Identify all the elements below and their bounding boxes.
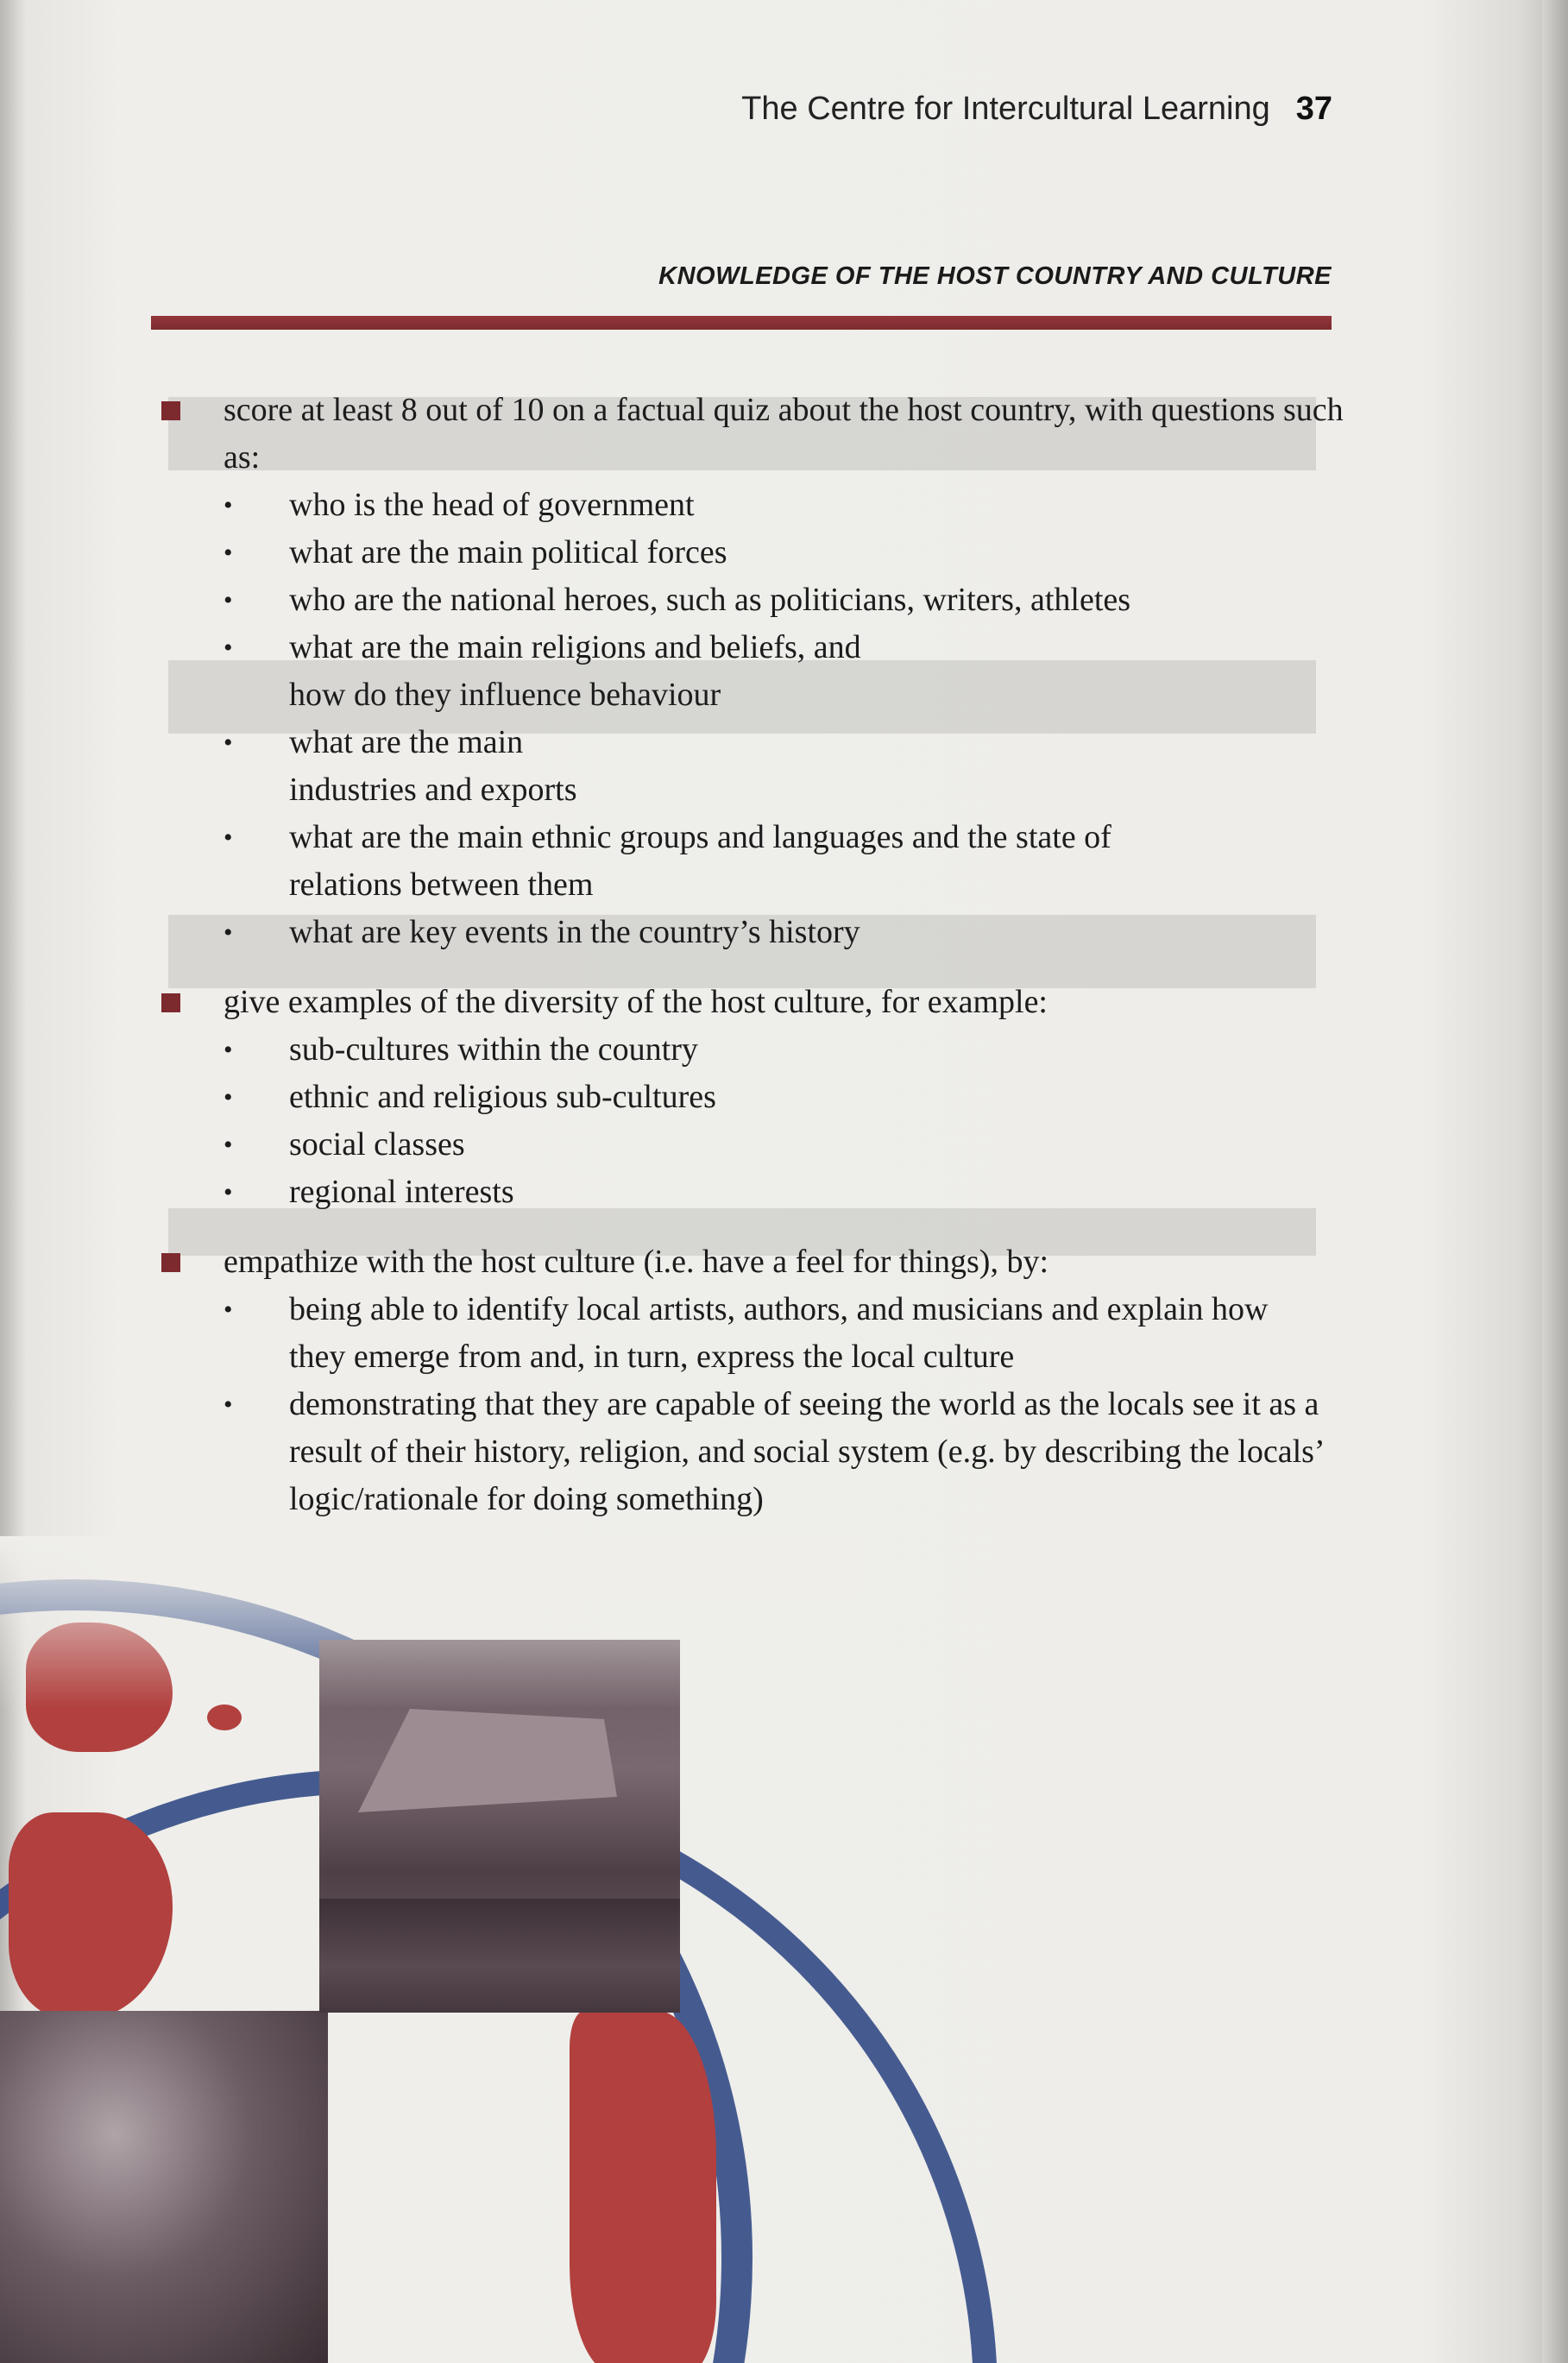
sub-list-item: • demonstrating that they are capable of seeing the world as the locals see it as a result of their history, religion, and social system (e.g. by describing the locals’ logic/rationale for doing something) (224, 1381, 1359, 1523)
sub-list-item: • what are key events in the country’s history (224, 909, 1359, 956)
section-title: KNOWLEDGE OF THE HOST COUNTRY AND CULTURE (658, 262, 1332, 290)
sub-list-item: • social classes (224, 1121, 1359, 1169)
square-bullet-icon (161, 1253, 180, 1272)
section-rule (151, 316, 1332, 330)
collage-fade (0, 1536, 863, 1709)
land-mass-graphic (570, 2011, 716, 2363)
running-header (741, 91, 1332, 128)
sub-list-item: • who is the head of government (224, 482, 1359, 529)
page-number: 37 (1295, 91, 1332, 127)
square-bullet-icon (161, 401, 180, 420)
sub-list-item: • what are the main religions and beliefs, and how do they influence behaviour (224, 624, 1359, 719)
list-item (151, 1238, 1359, 1523)
sub-list-item: • what are the main political forces (224, 529, 1359, 577)
item-lead: score at least 8 out of 10 on a factual quiz about the host country, with questions such as: (224, 392, 1344, 476)
sub-list-item: • ethnic and religious sub-cultures (224, 1074, 1359, 1121)
sub-list (224, 482, 1359, 956)
hut-roof (358, 1709, 617, 1812)
list-item (151, 387, 1359, 956)
item-lead: empathize with the host culture (i.e. have a feel for things), by: (224, 1244, 1049, 1280)
sub-list (224, 1026, 1359, 1216)
river-water (319, 1899, 680, 2013)
item-lead: give examples of the diversity of the host culture, for example: (224, 984, 1048, 1020)
running-title: The Centre for Intercultural Learning (741, 91, 1270, 127)
sub-list-item: • sub-cultures within the country (224, 1026, 1359, 1074)
sub-list-item: • what are the main industries and exports (224, 719, 1359, 814)
sub-list-item: • regional interests (224, 1169, 1359, 1216)
woman-photo (0, 2011, 328, 2363)
page-edge (1542, 0, 1568, 2363)
sub-list-item: • what are the main ethnic groups and languages and the state of relations between them (224, 814, 1359, 909)
square-bullet-icon (161, 993, 180, 1012)
content (151, 387, 1359, 1523)
sub-list (224, 1286, 1359, 1523)
list-item (151, 979, 1359, 1216)
sub-list-item: • being able to identify local artists, authors, and musicians and explain how they emerge from and, in turn, express the local culture (224, 1286, 1359, 1381)
sub-list-item: • who are the national heroes, such as politicians, writers, athletes (224, 577, 1359, 624)
